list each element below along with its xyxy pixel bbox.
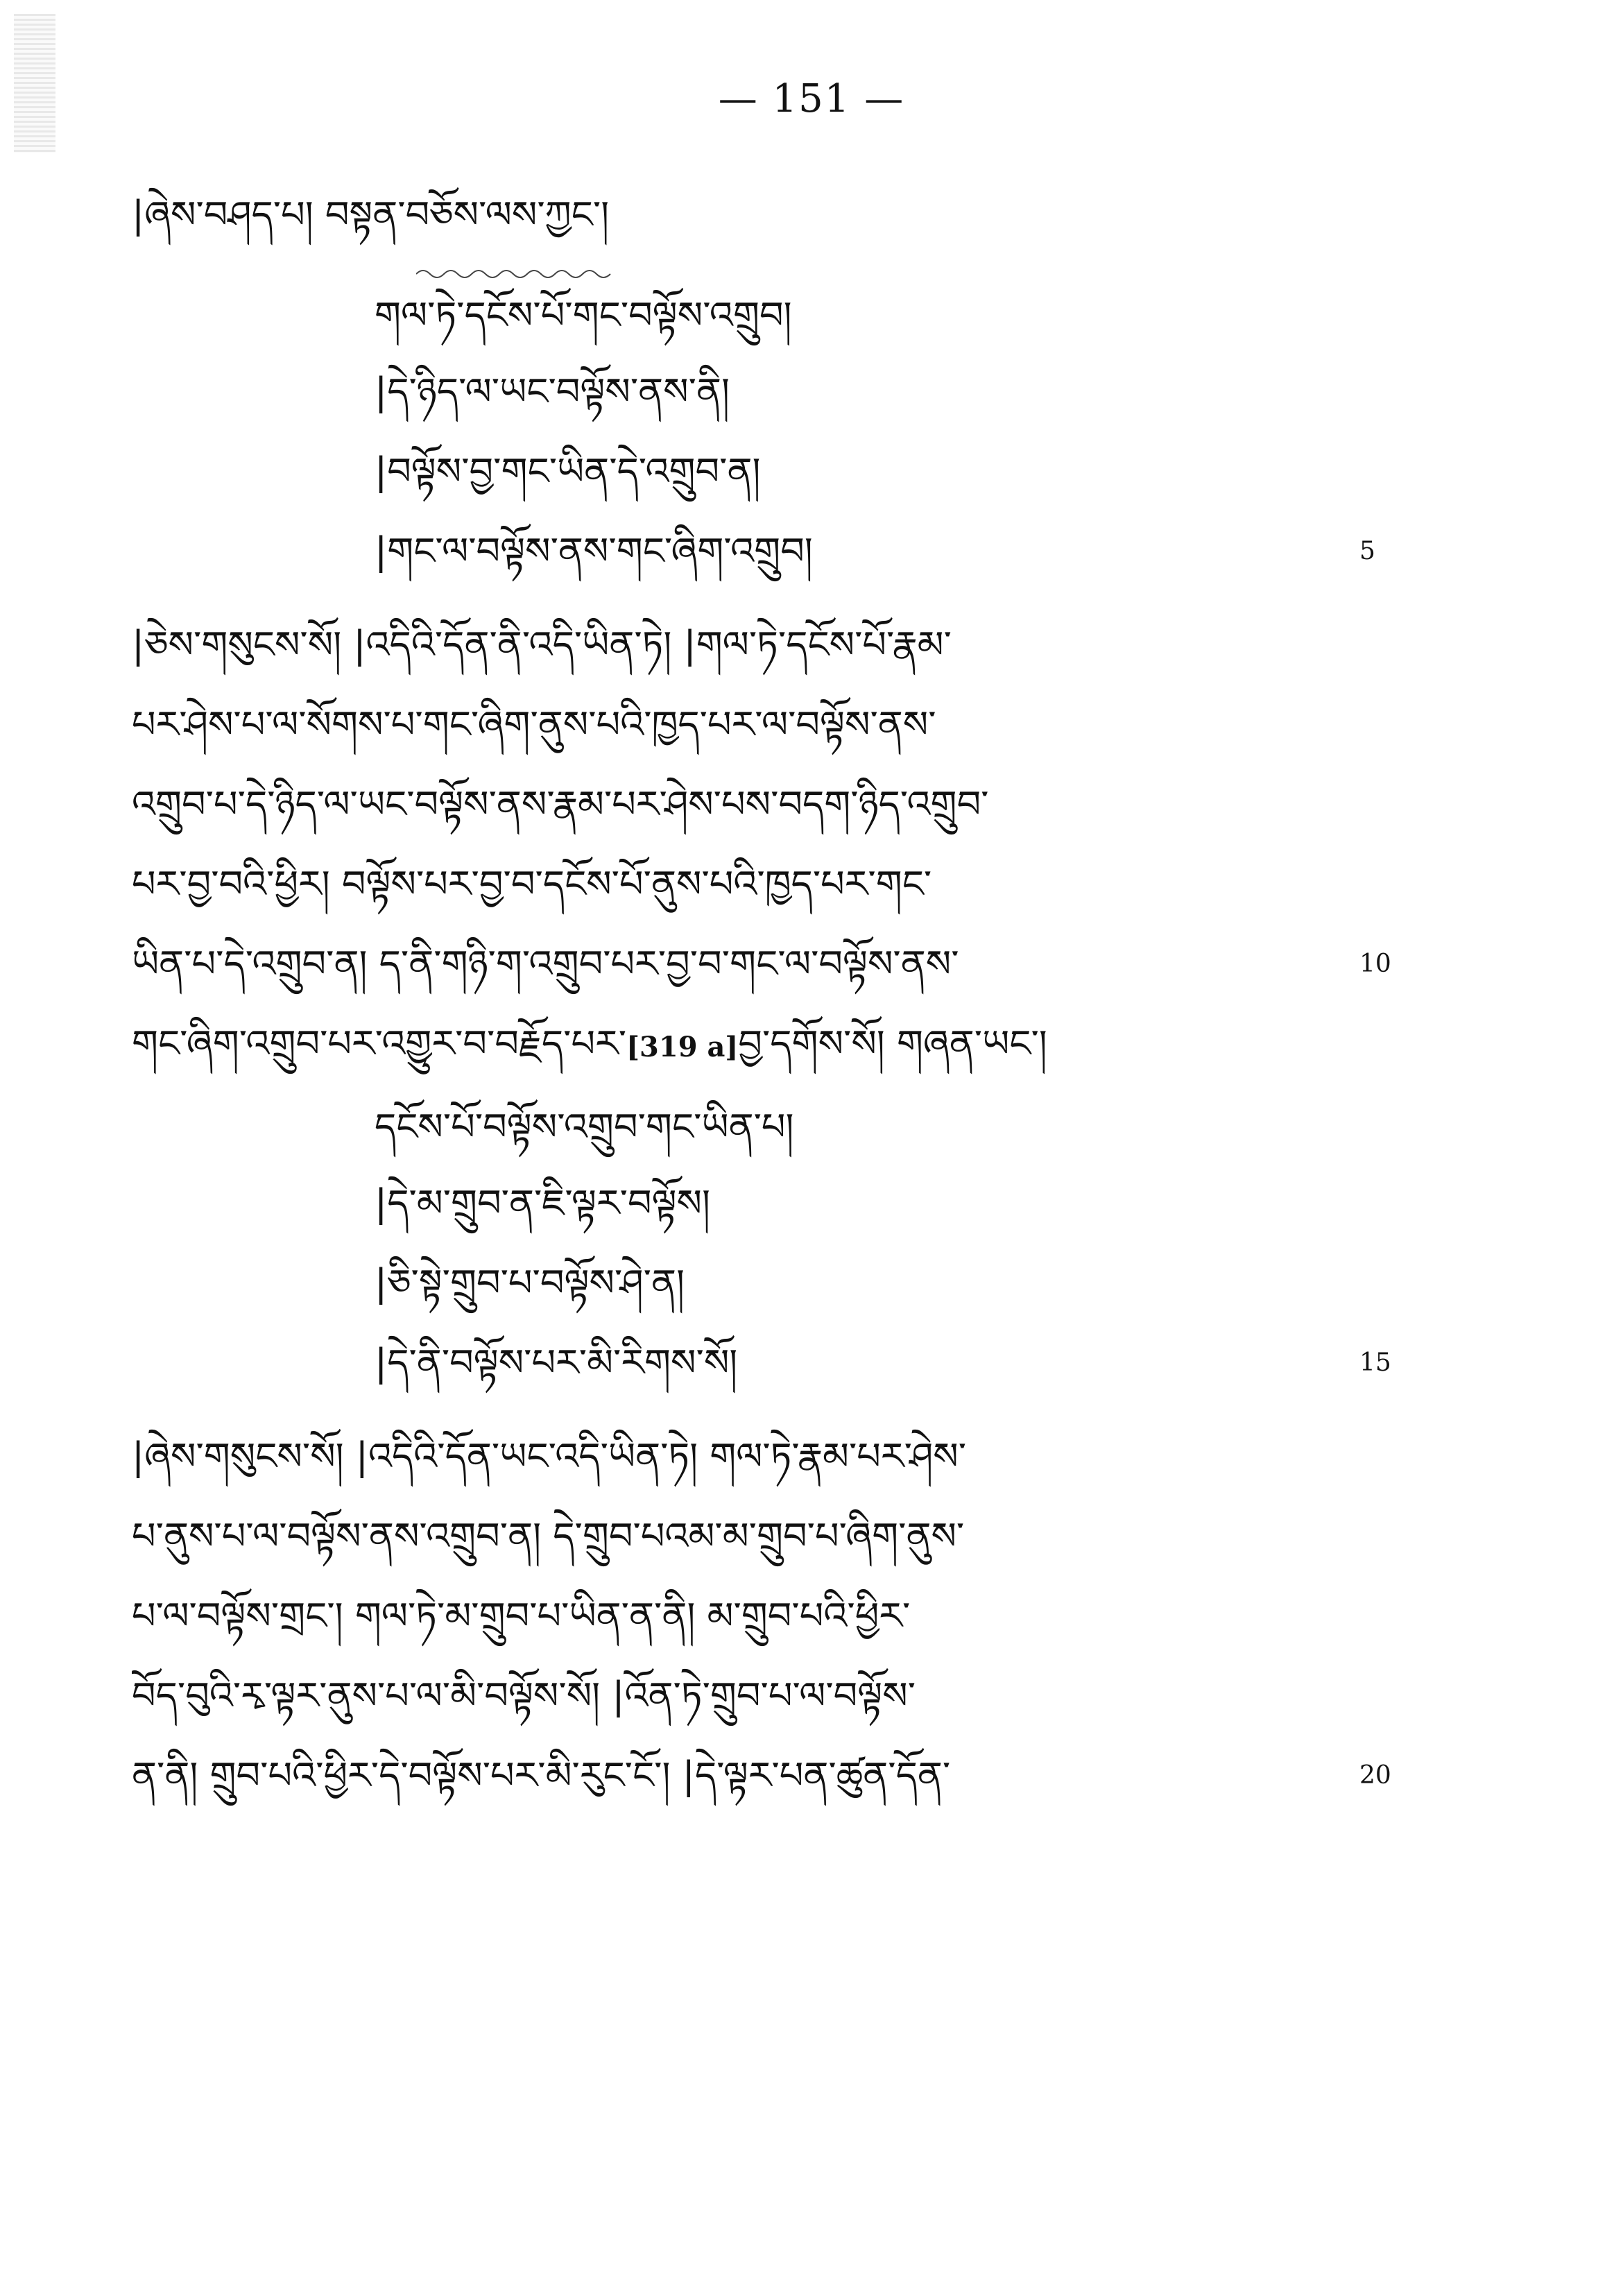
prose-line-10: ཡིན་པ་དེ་འགྲུབ་ན། ད་ནི་གཉི་ག་འགྲུབ་པར་བྱ་བ་གང་ལ་བལྟོས་ནས་ — [132, 942, 959, 986]
prose-line-11 — [132, 1006, 1366, 1082]
folio-marker: [319 a] — [626, 1031, 739, 1063]
verse-line-7: |ཅི་སྟེ་གྲུབ་པ་བལྟོས་ཤེ་ན། — [375, 1261, 685, 1305]
prose-line-6: |ཅེས་གསུངས་སོ། |འདིའི་དོན་ནི་འདི་ཡིན་ཏེ། |གལ་ཏེ་དངོས་པོ་རྣམ་ — [132, 623, 952, 667]
prose-line-18: པ་ལ་བལྟོས་གྲང་། གལ་ཏེ་མ་གྲུབ་པ་ཡིན་ན་ནི། མ་གྲུབ་པའི་ཕྱིར་ — [132, 1594, 911, 1638]
page-number: — 151 — — [718, 76, 905, 121]
verse-line-2: |དེ་ཉིད་ལ་ཡང་བལྟོས་ནས་ནི། — [375, 370, 730, 413]
line-number-5: 5 — [1359, 537, 1375, 565]
prose-line-16: |ཞེས་གསུངས་སོ། |འདིའི་དོན་ཡང་འདི་ཡིན་ཏེ། གལ་ཏེ་རྣམ་པར་ཤེས་ — [132, 1434, 967, 1478]
line-number-15: 15 — [1359, 1348, 1391, 1377]
prose-line-19: བོད་བུའི་རྭ་ལྟར་ནུས་པ་ལ་མི་བལྟོས་སོ། |འོན་ཏེ་གྲུབ་པ་ལ་བལྟོས་ — [132, 1674, 916, 1717]
verse-line-8: |དེ་ནི་བལྟོས་པར་མི་རིགས་སོ། — [375, 1341, 738, 1385]
prose-line-17: པ་ནུས་པ་ལ་བལྟོས་ནས་འགྲུབ་ན། དེ་གྲུབ་པའམ་མ་གྲུབ་པ་ཞིག་ནུས་ — [132, 1514, 965, 1558]
verse-line-4: |གང་ལ་བལྟོས་ནས་གང་ཞིག་འགྲུབ། — [375, 529, 813, 573]
line-number-10: 10 — [1359, 950, 1391, 978]
verse-line-6: |དེ་མ་གྲུབ་ན་ཇི་ལྟར་བལྟོས། — [375, 1181, 710, 1225]
prose-line-8: འགྲུབ་པ་དེ་ཉིད་ལ་ཡང་བལྟོས་ནས་རྣམ་པར་ཤེས་པས་བདག་ཉིད་འགྲུབ་ — [132, 782, 989, 826]
prose-line-20: ན་ནི། གྲུབ་པའི་ཕྱིར་དེ་བལྟོས་པར་མི་རུང་ངོ་། |དེ་ལྟར་པན་ཚུན་དོན་ — [132, 1754, 951, 1797]
prose-line-9: པར་བྱ་བའི་ཕྱིར། བལྟོས་པར་བྱ་བ་དངོས་པོ་ནུས་པའི་ཁྱད་པར་གང་ — [132, 862, 932, 906]
prose-line-11-part-1: གང་ཞིག་འགྲུབ་པར་འགྱུར་བ་བརྗོད་པར་ — [132, 1022, 627, 1065]
verse-line-5: དངོས་པོ་བལྟོས་འགྲུབ་གང་ཡིན་པ། — [375, 1105, 794, 1149]
verse-line-1: གལ་ཏེ་དངོས་པོ་གང་བལྟོས་འགྲུབ། — [375, 293, 792, 337]
text-line-1: |ཞེས་བཤད་པ། བསྟན་བཅོས་ལས་ཀྱང་། — [132, 193, 610, 237]
verse-line-3: |བལྟོས་བྱ་གང་ཡིན་དེ་འགྲུབ་ན། — [375, 449, 761, 493]
prose-line-7: པར་ཤེས་པ་ལ་སོགས་པ་གང་ཞིག་ནུས་པའི་ཁྱད་པར་ལ་བལྟོས་ནས་ — [132, 703, 936, 746]
prose-line-11-part-2: བྱ་དགོས་སོ། གཞན་ཡང་། — [738, 1022, 1047, 1065]
line-number-20: 20 — [1359, 1761, 1391, 1790]
